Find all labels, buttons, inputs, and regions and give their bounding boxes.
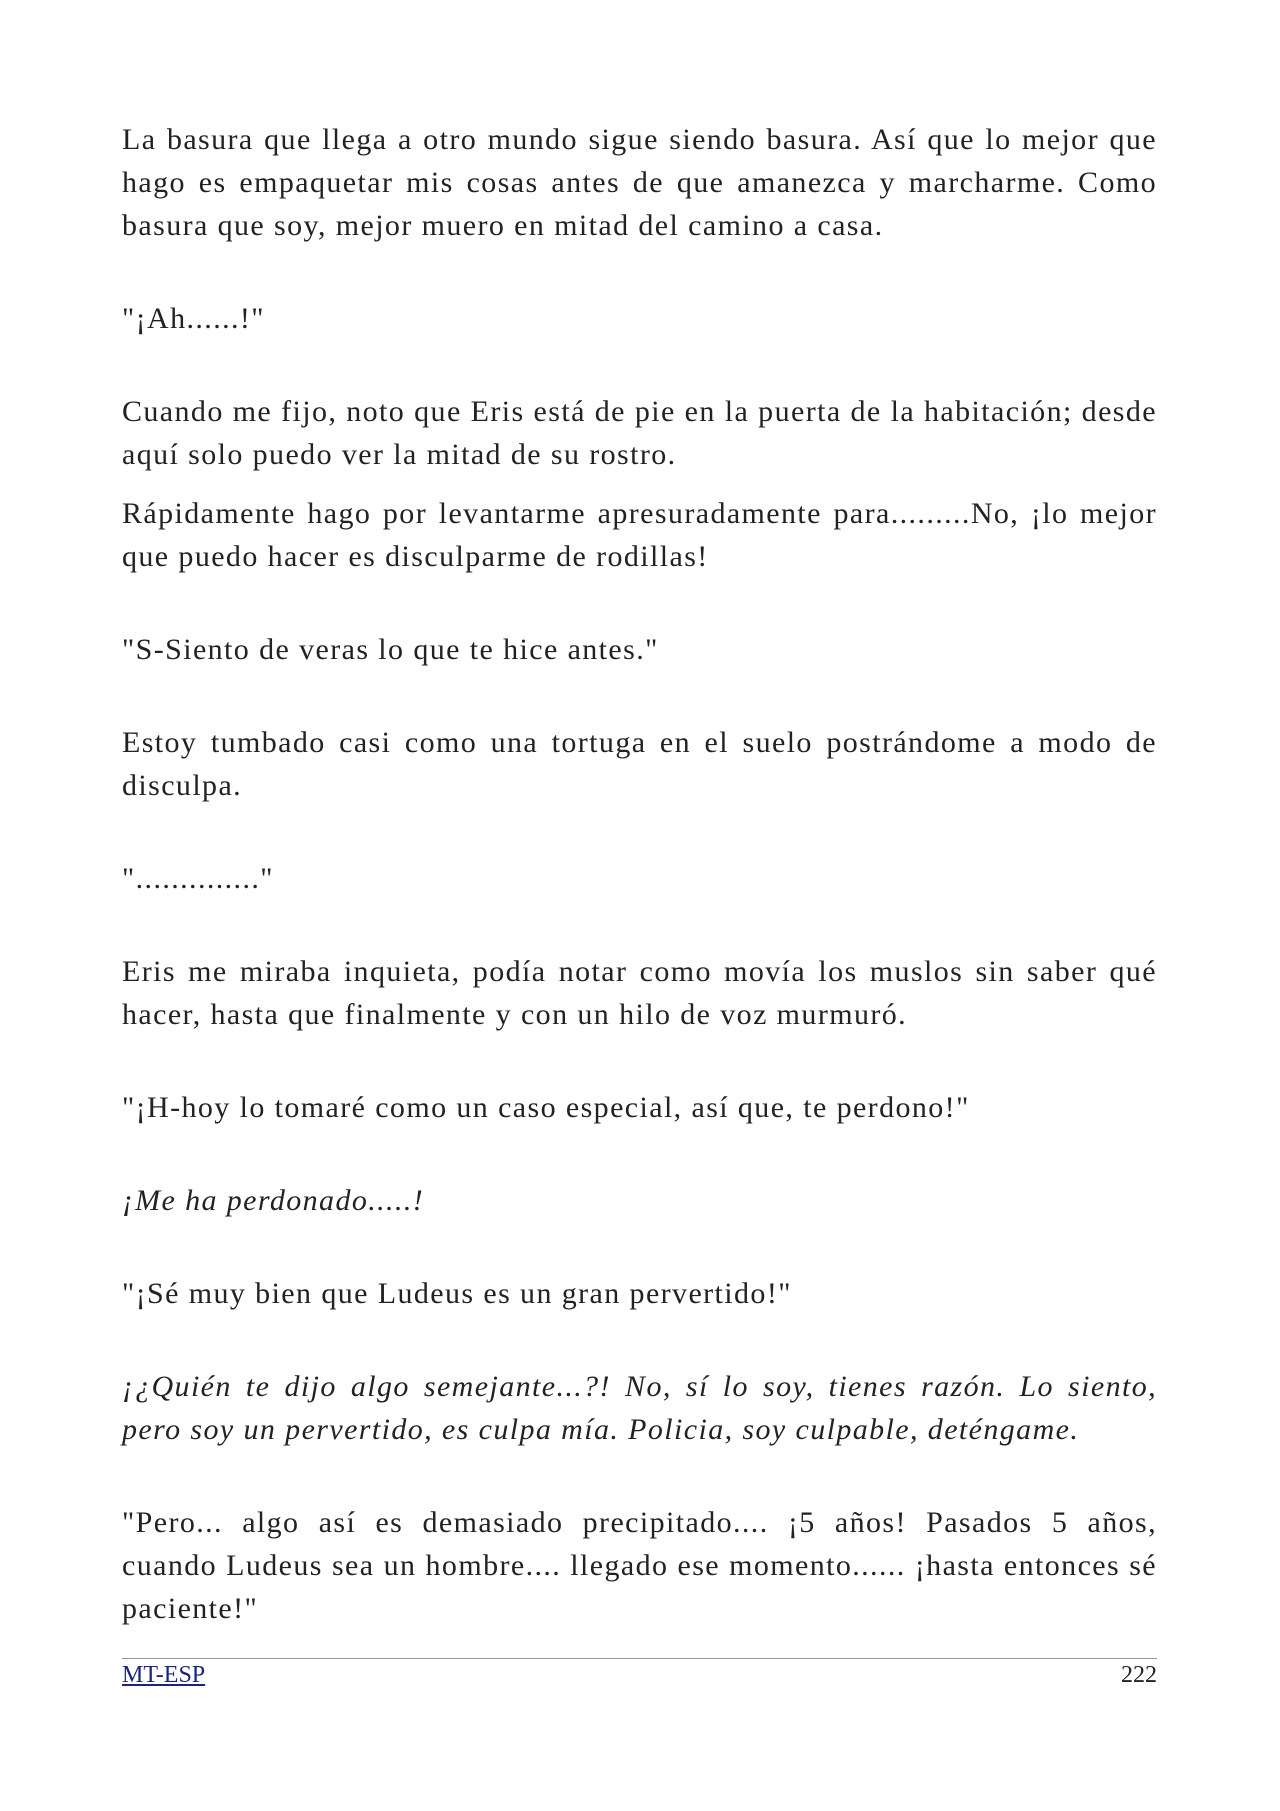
inner-thought: ¡¿Quién te dijo algo semejante...?! No, sí lo soy, tienes razón. Lo siento, pero soy un pervertido, es culpa mía. Policia, soy culpable, deténgame. [122,1370,1157,1446]
dialogue-line: "S-Siento de veras lo que te hice antes." [122,633,659,666]
footer-divider [122,1658,1157,1659]
dialogue-line: "¡H-hoy lo tomaré como un caso especial, así que, te perdono!" [122,1091,970,1124]
paragraph: Estoy tumbado casi como una tortuga en el suelo postrándome a modo de disculpa. [122,726,1157,802]
dialogue-line: "¡Sé muy bien que Ludeus es un gran pervertido!" [122,1277,792,1310]
dialogue-line: ".............." [122,862,274,895]
inner-thought: ¡Me ha perdonado.....! [122,1184,425,1217]
page-number: 222 [1121,1662,1157,1688]
page-footer [122,1660,1157,1690]
dialogue-line: "¡Ah......!" [122,302,265,335]
paragraph: Cuando me fijo, noto que Eris está de pie en la puerta de la habitación; desde aquí solo puedo ver la mitad de su rostro. [122,395,1157,471]
footer-link[interactable]: MT-ESP [122,1662,206,1688]
page-body [122,118,1157,1630]
paragraph: Rápidamente hago por levantarme apresuradamente para.........No, ¡lo mejor que puedo hacer es disculparme de rodillas! [122,497,1157,573]
dialogue-line: "Pero... algo así es demasiado precipitado.... ¡5 años! Pasados 5 años, cuando Ludeus sea un hombre.... llegado ese momento...... ¡hasta entonces sé paciente!" [122,1506,1157,1625]
paragraph: Eris me miraba inquieta, podía notar como movía los muslos sin saber qué hacer, hasta que finalmente y con un hilo de voz murmuró. [122,955,1157,1031]
paragraph: La basura que llega a otro mundo sigue siendo basura. Así que lo mejor que hago es empaquetar mis cosas antes de que amanezca y marcharme. Como basura que soy, mejor muero en mitad del camino a casa. [122,123,1157,242]
